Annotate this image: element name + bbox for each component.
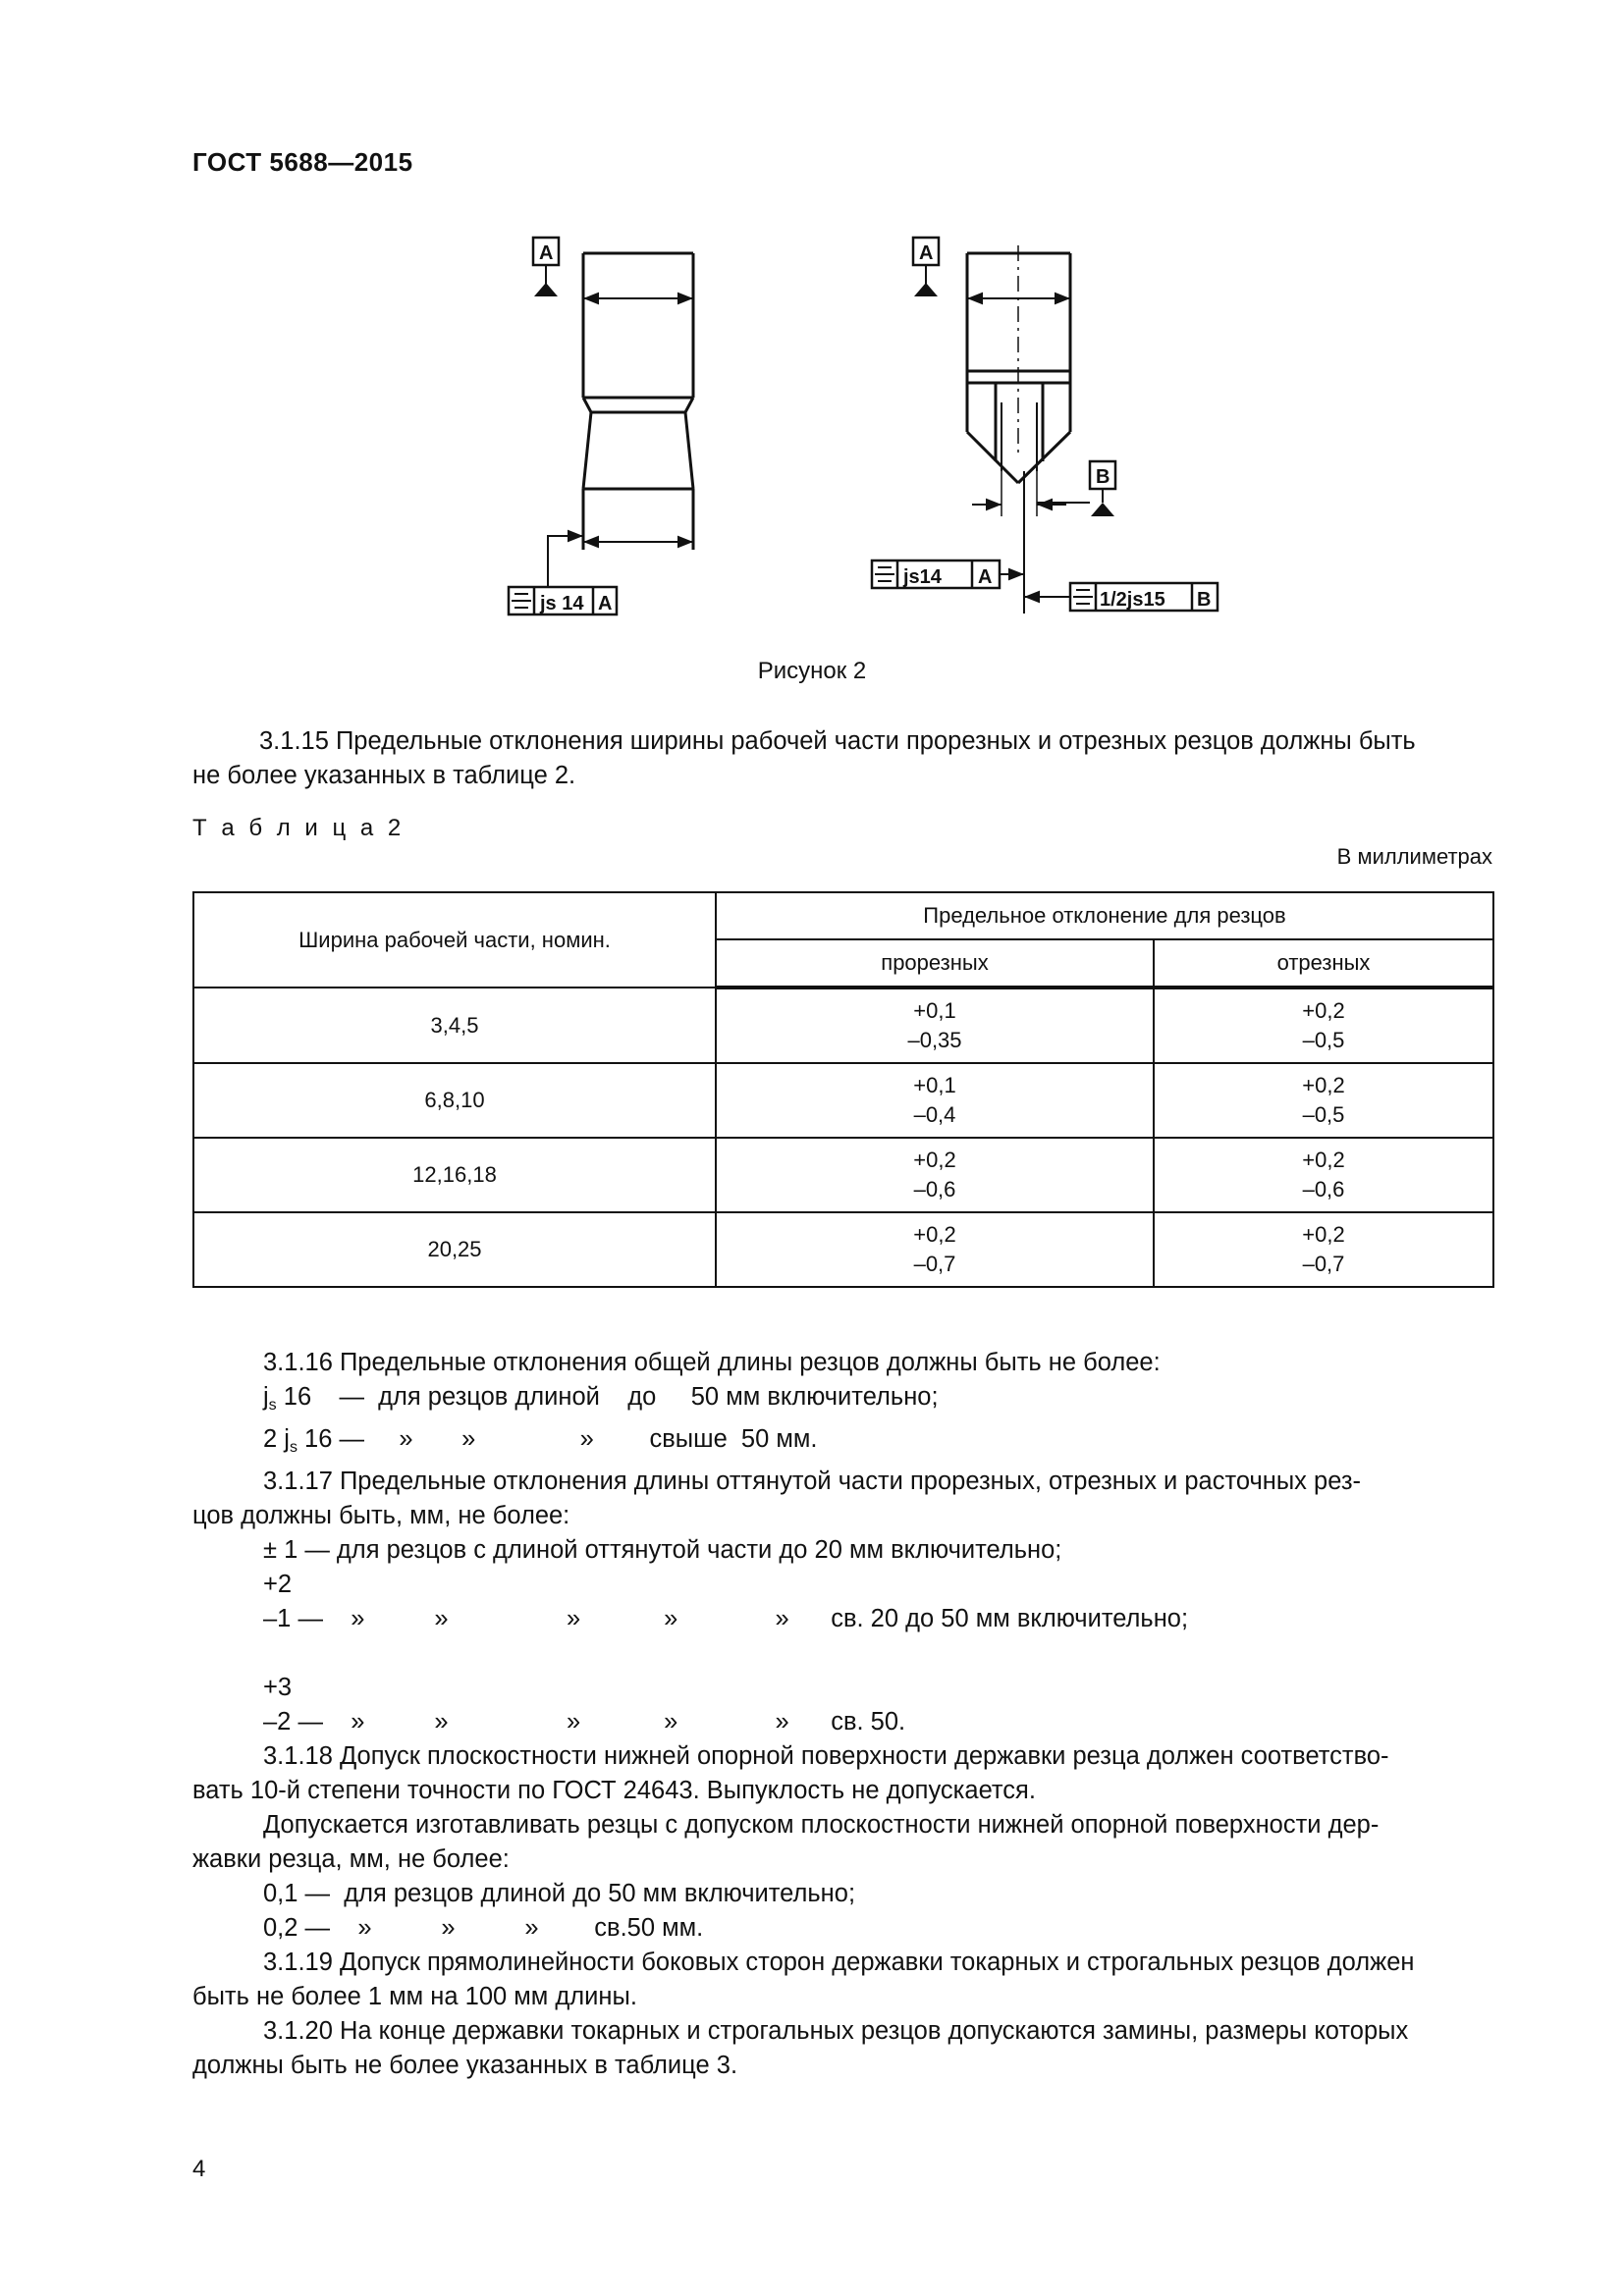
figure-caption: Рисунок 2 <box>757 658 867 684</box>
cell-deviation: +0,2 –0,6 <box>716 1138 1154 1212</box>
cell-deviation: +0,2 –0,7 <box>716 1212 1154 1287</box>
datum-triangle-icon <box>1091 503 1114 516</box>
text-line: 3.1.19 Допуск прямолинейности боковых сторон державки токарных и строгальных резцов должен <box>263 1949 1415 1976</box>
table-units: В миллиметрах <box>1336 844 1492 869</box>
cell-deviation: +0,2 –0,6 <box>1154 1138 1493 1212</box>
tolerance-datum: A <box>598 593 613 614</box>
datum-label-b: B <box>1096 466 1110 488</box>
col-header-b: отрезных <box>1154 939 1493 988</box>
text-line: жавки резца, мм, не более: <box>192 1845 510 1873</box>
tolerance-value: js 14 <box>540 593 584 614</box>
col-header-width: Ширина рабочей части, номин. <box>193 892 716 988</box>
text-line: 2 $j_s$ 16 — » » » свыше 50 мм. <box>263 1425 818 1456</box>
text-line: должны быть не более указанных в таблице 3. <box>192 2052 738 2079</box>
table-2 <box>192 891 1494 1288</box>
figure-2-drawing <box>481 226 1227 638</box>
text-line: 0,2 — » » » св.50 мм. <box>263 1914 704 1942</box>
tolerance-datum: A <box>978 566 993 588</box>
text-line: вать 10-й степени точности по ГОСТ 24643. Выпуклость не допускается. <box>192 1777 1036 1804</box>
symmetry-icon <box>1073 590 1093 604</box>
text-line: быть не более 1 мм на 100 мм длины. <box>192 1983 637 2010</box>
body-text <box>192 1311 1498 2117</box>
col-header-a: прорезных <box>716 939 1154 988</box>
datum-triangle-icon <box>914 283 938 296</box>
cell-deviation: +0,1 –0,4 <box>716 1063 1154 1138</box>
table-row <box>193 1063 1493 1138</box>
tolerance-value: js14 <box>903 566 942 588</box>
cell-deviation: +0,2 –0,5 <box>1154 988 1493 1063</box>
cell-deviation: +0,2 –0,5 <box>1154 1063 1493 1138</box>
text-line: 0,1 — для резцов длиной до 50 мм включительно; <box>263 1880 856 1907</box>
text-line: Допускается изготавливать резцы с допуском плоскостности нижней опорной поверхности дер- <box>263 1811 1380 1839</box>
text-line: 3.1.18 Допуск плоскостности нижней опорной поверхности державки резца должен соответство- <box>263 1742 1389 1770</box>
text-line: ± 1 — для резцов с длиной оттянутой части до 20 мм включительно; <box>263 1536 1062 1564</box>
cell-deviation: +0,2 –0,7 <box>1154 1212 1493 1287</box>
datum-label-a: A <box>919 242 934 264</box>
text-line: 3.1.16 Предельные отклонения общей длины резцов должны быть не более: <box>263 1349 1161 1376</box>
table-row <box>193 1212 1493 1287</box>
cell-deviation: +0,1 –0,35 <box>716 988 1154 1063</box>
cell-width: 20,25 <box>193 1212 716 1287</box>
text-line: 3.1.20 На конце державки токарных и строгальных резцов допускаются замины, размеры которых <box>263 2017 1409 2045</box>
document-header: ГОСТ 5688—2015 <box>192 147 413 177</box>
datum-triangle-icon <box>534 283 558 296</box>
paragraph-3-1-15 <box>192 724 1498 793</box>
table-title: Т а б л и ц а 2 <box>192 815 406 841</box>
symmetry-icon <box>512 594 531 608</box>
table-row <box>193 1138 1493 1212</box>
cell-width: 3,4,5 <box>193 988 716 1063</box>
tolerance-value: 1/2js15 <box>1100 589 1165 611</box>
text-line: $j_s$ 16 — для резцов длиной до 50 мм включительно; <box>263 1383 939 1414</box>
text-line: +3 <box>263 1674 293 1701</box>
text-line: цов должны быть, мм, не более: <box>192 1502 570 1529</box>
page-number: 4 <box>192 2156 206 2182</box>
datum-label-a: A <box>539 242 554 264</box>
text-line: 3.1.17 Предельные отклонения длины оттянутой части прорезных, отрезных и расточных рез- <box>263 1468 1362 1495</box>
text-line: 3.1.15 Предельные отклонения ширины рабочей части прорезных и отрезных резцов должны быть <box>259 727 1416 755</box>
cell-width: 12,16,18 <box>193 1138 716 1212</box>
text-line: –1 — » » » » » св. 20 до 50 мм включительно; <box>263 1605 1189 1632</box>
symmetry-icon <box>875 567 894 581</box>
text-line: –2 — » » » » » св. 50. <box>263 1708 906 1735</box>
table-row <box>193 988 1493 1063</box>
tolerance-datum: B <box>1197 589 1212 611</box>
cell-width: 6,8,10 <box>193 1063 716 1138</box>
text-line: +2 <box>263 1571 293 1598</box>
text-line: не более указанных в таблице 2. <box>192 762 576 789</box>
col-header-group: Предельное отклонение для резцов <box>716 892 1493 939</box>
